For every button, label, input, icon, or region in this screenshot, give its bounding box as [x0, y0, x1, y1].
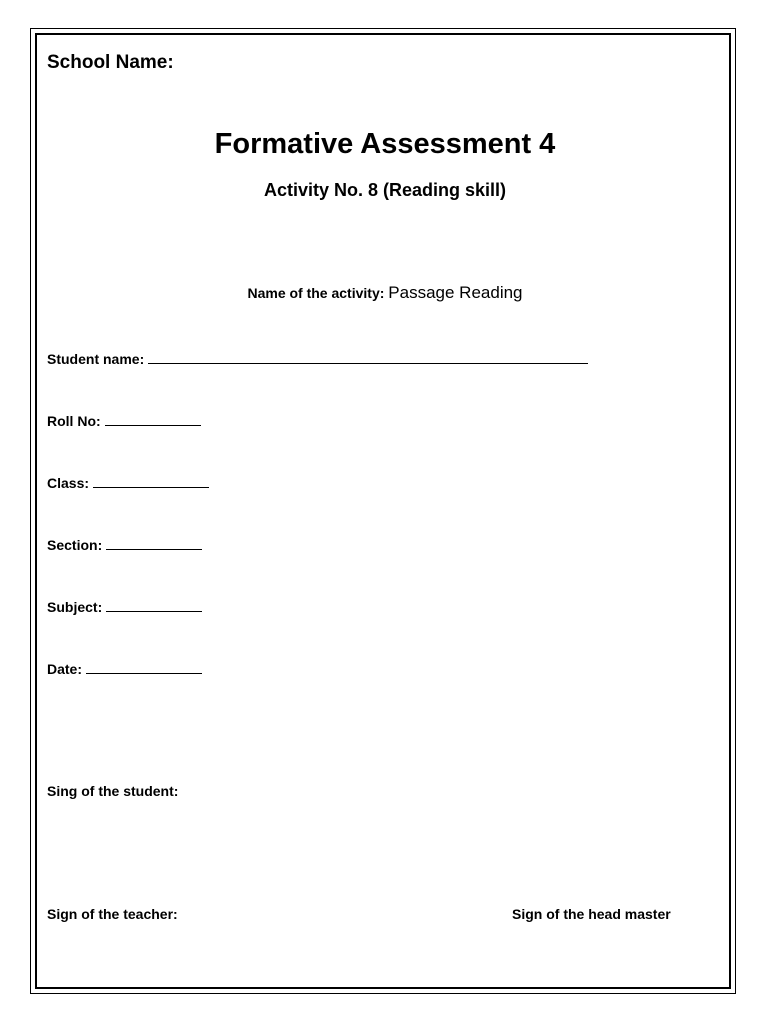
student-name-field	[47, 351, 588, 367]
student-name-blank[interactable]	[148, 351, 588, 364]
school-name-label: School Name:	[47, 52, 174, 73]
subject-field	[47, 599, 202, 615]
subject-blank[interactable]	[106, 599, 202, 612]
activity-number: Activity No. 8 (Reading skill)	[263, 180, 507, 200]
activity-name-line	[0, 283, 770, 303]
date-blank[interactable]	[86, 661, 202, 674]
activity-name-label: Name of the activity:	[247, 285, 385, 301]
roll-no-blank[interactable]	[105, 413, 201, 426]
class-field	[47, 475, 209, 491]
section-blank[interactable]	[106, 537, 202, 550]
student-name-label: Student name:	[47, 351, 145, 367]
page-border-inner	[35, 33, 731, 989]
date-field	[47, 661, 202, 677]
activity-name-value: Passage Reading	[388, 283, 523, 302]
subject-label: Subject:	[47, 599, 103, 615]
document-title: Formative Assessment 4	[214, 128, 556, 160]
teacher-signature-label: Sign of the teacher:	[47, 906, 178, 922]
class-label: Class:	[47, 475, 90, 491]
student-signature-label: Sing of the student:	[47, 783, 179, 799]
section-label: Section:	[47, 537, 103, 553]
section-field	[47, 537, 202, 553]
date-label: Date:	[47, 661, 83, 677]
head-master-signature-label: Sign of the head master	[512, 906, 671, 922]
class-blank[interactable]	[93, 475, 209, 488]
roll-no-field	[47, 413, 201, 429]
roll-no-label: Roll No:	[47, 413, 101, 429]
